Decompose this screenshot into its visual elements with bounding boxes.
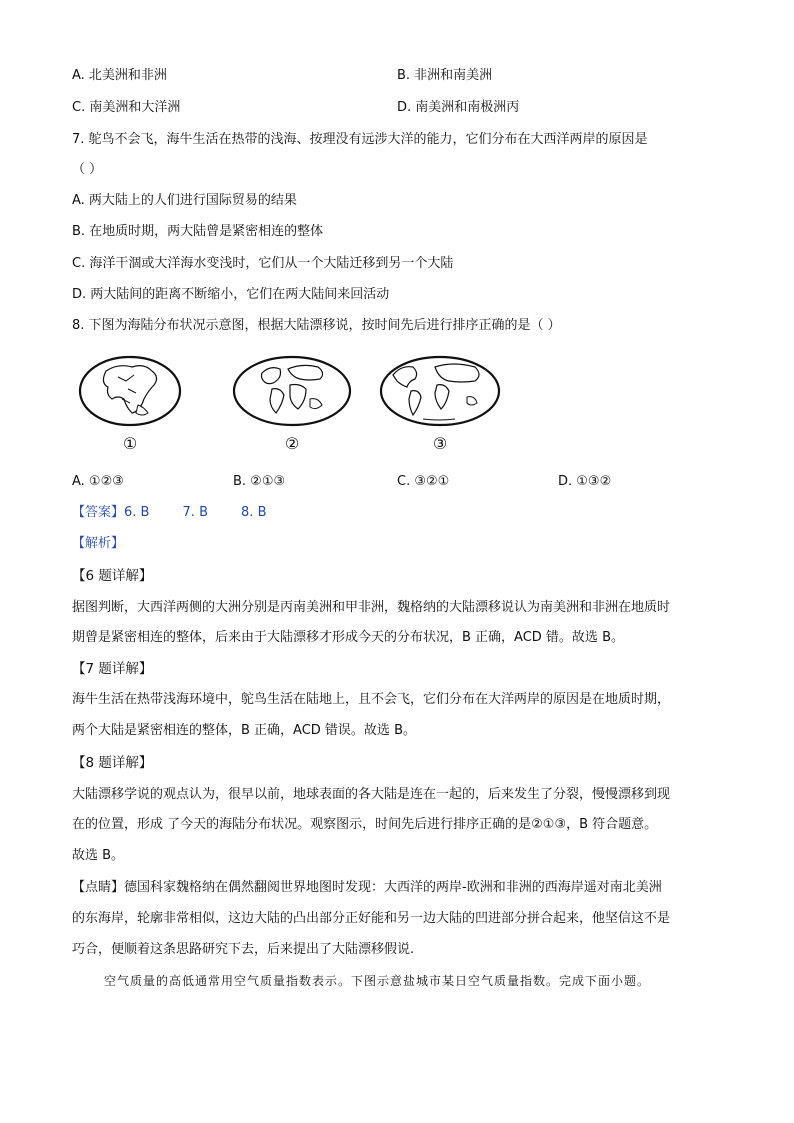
tip-line2: 的东海岸，轮廓非常相似，这边大陆的凸出部分正好能和另一边大陆的凹进部分拼合起来，他坚信这不是	[72, 911, 671, 926]
answer-text: 6. B 7. B 8. B	[124, 505, 267, 520]
tip-text1: 德国科家魏格纳在偶然翻阅世界地图时发现：大西洋的两岸-欧洲和非洲的西海岸遥对南北美洲	[124, 880, 662, 895]
answer-line	[72, 504, 267, 522]
map-label-3: ③	[432, 434, 448, 453]
detail8-label: 【8 题详解】	[72, 755, 153, 771]
world-map-figure-2	[232, 355, 352, 455]
detail7-line1: 海牛生活在热带浅海环境中，鸵鸟生活在陆地上，且不会飞，它们分布在大洋两岸的原因是在地质时期，	[72, 692, 671, 707]
q7-option-d: D. 两大陆间的距离不断缩小，它们在两大陆间来回活动	[72, 287, 390, 302]
q7-stem: 7. 鸵鸟不会飞，海牛生活在热带的浅海、按理没有远涉大洋的能力，它们分布在大西洋两岸的原因是	[72, 132, 648, 147]
map-label-2: ②	[284, 434, 300, 453]
answer-label: 【答案】	[72, 505, 125, 520]
analysis-label: 【解析】	[72, 536, 125, 551]
q7-option-c: C. 海洋干涸或大洋海水变浅时，它们从一个大陆迁移到另一个大陆	[72, 256, 454, 271]
detail8-line2: 在的位置，形成 了今天的海陆分布状况。观察图示，时间先后进行排序正确的是②①③，B 符合题意。	[72, 817, 658, 832]
detail6-label: 【6 题详解】	[72, 568, 153, 584]
detail6-line2: 期曾是紧密相连的整体，后来由于大陆漂移才形成今天的分布状况，B 正确，ACD 错。故选 B。	[72, 630, 624, 645]
detail8-line1: 大陆漂移学说的观点认为，很早以前，地球表面的各大陆是连在一起的，后来发生了分裂，慢慢漂移到现	[72, 787, 671, 802]
q6-option-d: D. 南美洲和南极洲丙	[397, 100, 520, 115]
q7-option-b: B. 在地质时期，两大陆曾是紧密相连的整体	[72, 224, 324, 239]
q6-option-b: B. 非洲和南美洲	[397, 68, 493, 83]
next-section-intro: 空气质量的高低通常用空气质量指数表示。下图示意盐城市某日空气质量指数。完成下面小题。	[104, 974, 651, 988]
tip-line3: 巧合，便顺着这条思路研究下去，后来提出了大陆漂移假说.	[72, 942, 415, 957]
detail8-line3: 故选 B。	[72, 848, 125, 863]
q8-option-b: B. ②①③	[233, 474, 286, 489]
detail7-label: 【7 题详解】	[72, 661, 153, 677]
world-map-figure-3	[379, 355, 501, 455]
detail6-line1: 据图判断，大西洋两侧的大洲分别是丙南美洲和甲非洲，魏格纳的大陆漂移说认为南美洲和非洲在地质时	[72, 600, 671, 615]
map-label-1: ①	[122, 434, 138, 453]
q6-option-a: A. 北美洲和非洲	[72, 68, 167, 83]
q8-stem: 8. 下图为海陆分布状况示意图，根据大陆漂移说，按时间先后进行排序正确的是（ ）	[72, 318, 561, 333]
q7-option-a: A. 两大陆上的人们进行国际贸易的结果	[72, 193, 297, 208]
q8-option-d: D. ①③②	[558, 474, 612, 489]
world-map-figure-1	[78, 355, 182, 455]
tip-label: 【点睛】	[72, 880, 125, 895]
q8-option-c: C. ③②①	[397, 474, 450, 489]
detail7-line2: 两个大陆是紧密相连的整体，B 正确，ACD 错误。故选 B。	[72, 723, 416, 738]
q7-answer-blank: （ ）	[72, 162, 103, 177]
q8-option-a: A. ①②③	[72, 474, 124, 489]
tip-line1	[72, 879, 662, 897]
q6-option-c: C. 南美洲和大洋洲	[72, 100, 181, 115]
